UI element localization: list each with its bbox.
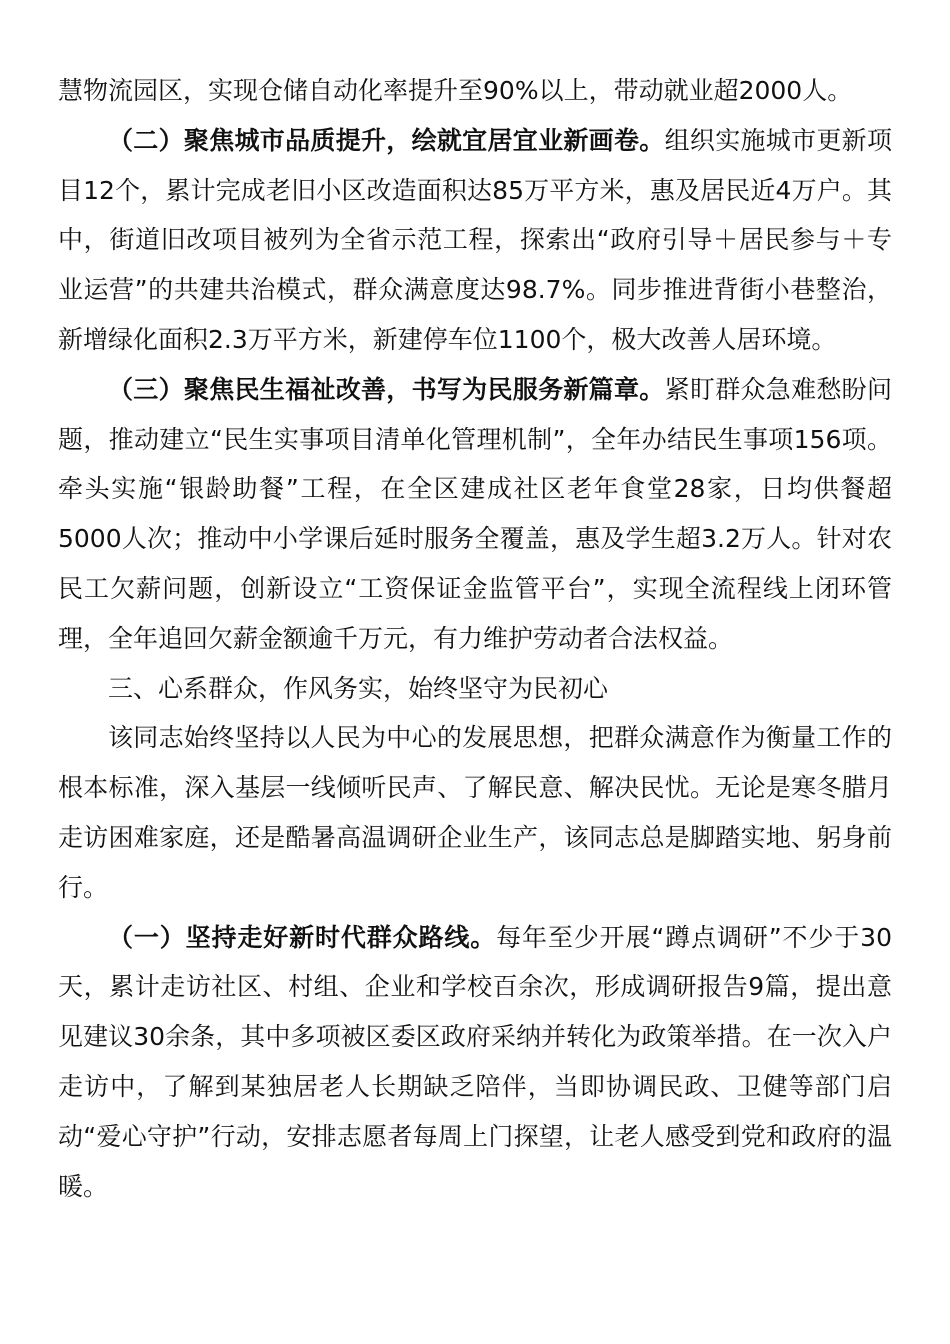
- subheading-mass-line: （一）坚持走好新时代群众路线。: [108, 922, 497, 952]
- document-body: [58, 66, 892, 1211]
- subheading-urban-quality: （二）聚焦城市品质提升，绘就宜居宜业新画卷。: [108, 125, 665, 155]
- paragraph-livelihood-text: 紧盯群众急难愁盼问题，推动建立“民生实事项目清单化管理机制”，全年办结民生事项156项。牵头实施“银龄助餐”工程，在全区建成社区老年食堂28家，日均供餐超5000人次；推动中小学课后延时服务全覆盖，惠及学生超3.2万人。针对农民工欠薪问题，创新设立“工资保证金监管平台”，实现全流程线上闭环管理，全年追回欠薪金额逾千万元，有力维护劳动者合法权益。: [58, 374, 892, 653]
- paragraph-logistics-continuation: 慧物流园区，实现仓储自动化率提升至90%以上，带动就业超2000人。: [58, 76, 853, 105]
- subheading-livelihood: （三）聚焦民生福祉改善，书写为民服务新篇章。: [108, 374, 665, 404]
- paragraph-urban-quality-text: 组织实施城市更新项目12个，累计完成老旧小区改造面积达85万平方米，惠及居民近4万户。其中，街道旧改项目被列为全省示范工程，探索出“政府引导＋居民参与＋专业运营”的共建共治模式，群众满意度达98.7%。同步推进背街小巷整治，新增绿化面积2.3万平方米，新建停车位1100个，极大改善人居环境。: [58, 125, 892, 354]
- paragraph-urban-quality: [58, 116, 892, 365]
- paragraph-mass-line-text: 每年至少开展“蹲点调研”不少于30天，累计走访社区、村组、企业和学校百余次，形成调研报告9篇，提出意见建议30余条，其中多项被区委区政府采纳并转化为政策举措。在一次入户走访中，了解到某独居老人长期缺乏陪伴，当即协调民政、卫健等部门启动“爱心守护”行动，安排志愿者每周上门探望，让老人感受到党和政府的温暖。: [58, 922, 892, 1201]
- paragraph-mass-line: [58, 913, 892, 1212]
- paragraph-livelihood: [58, 365, 892, 664]
- paragraph-people-centered: 该同志始终坚持以人民为中心的发展思想，把群众满意作为衡量工作的根本标准，深入基层一线倾听民声、了解民意、解决民忧。无论是寒冬腊月走访困难家庭，还是酷暑高温调研企业生产，该同志总是脚踏实地、躬身前行。: [58, 723, 892, 902]
- section-heading-three: 三、心系群众，作风务实，始终坚守为民初心: [108, 673, 609, 703]
